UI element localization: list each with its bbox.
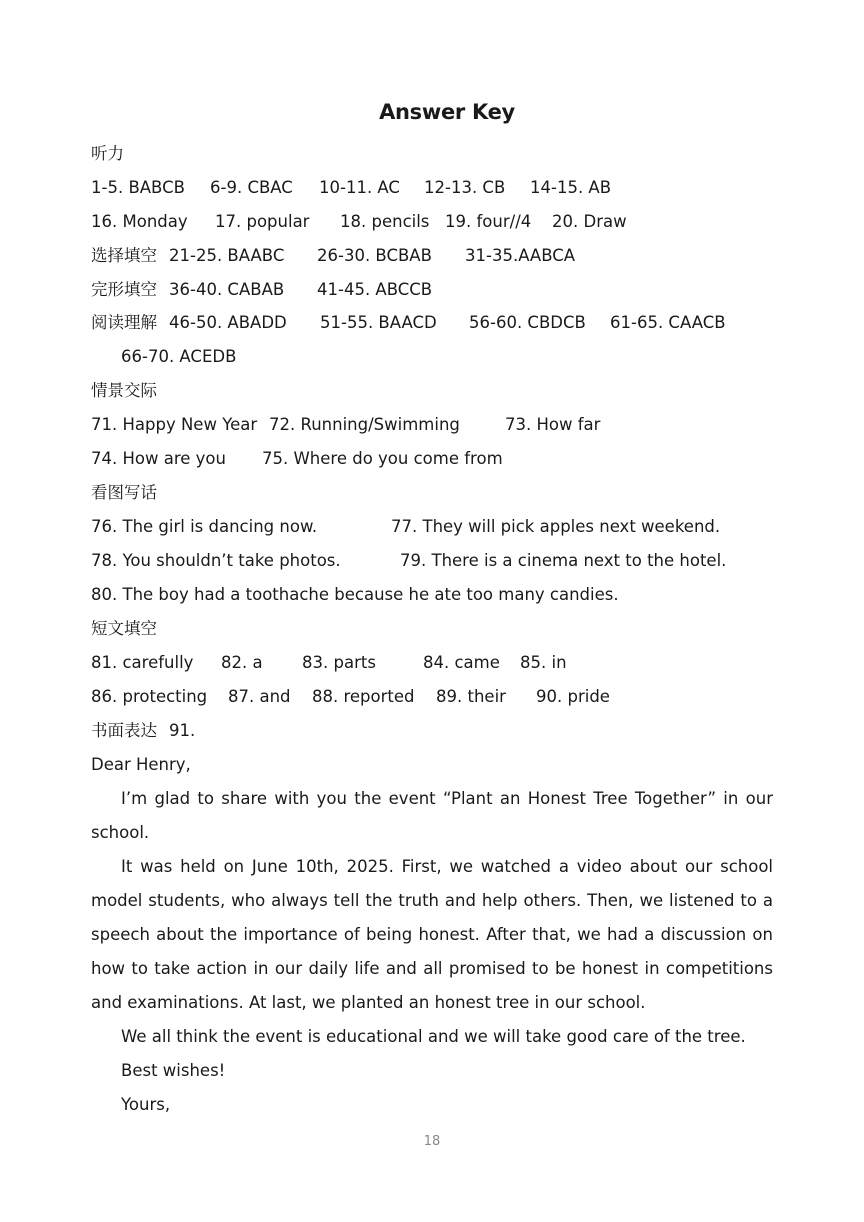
answer-item: 77. They will pick apples next weekend.	[391, 517, 721, 536]
answer-item: 71. Happy New Year	[91, 415, 258, 434]
section-heading-writing: 书面表达	[91, 721, 157, 740]
answer-item: 46-50. ABADD	[169, 313, 287, 332]
answer-item: 76. The girl is dancing now.	[91, 517, 318, 536]
answer-item: 31-35.AABCA	[465, 246, 576, 265]
page-title: Answer Key	[379, 100, 515, 124]
answer-item: 79. There is a cinema next to the hotel.	[400, 551, 727, 570]
letter-greeting: Dear Henry,	[91, 755, 191, 774]
answer-item: 75. Where do you come from	[262, 449, 503, 468]
letter-paragraph-2: It was held on June 10th, 2025. First, we watched a video about our school model students, who always tell the truth and help others. Then, we listened to a speech about the importance of being honest. After that, we had a discussion on how to take action in our daily life and all promised to be honest in competitions and examinations. At last, we planted an honest tree in our school.	[91, 857, 773, 1012]
section-heading-listening: 听力	[91, 144, 124, 163]
answer-item: 83. parts	[302, 653, 376, 672]
letter-paragraph-3: We all think the event is educational and we will take good care of the tree.	[121, 1027, 746, 1046]
answer-item: 16. Monday	[91, 212, 188, 231]
answer-item: 72. Running/Swimming	[269, 415, 460, 434]
answer-item: 26-30. BCBAB	[317, 246, 432, 265]
answer-item: 56-60. CBDCB	[469, 313, 586, 332]
picture-row-3: 80. The boy had a toothache because he ate too many candies.	[91, 585, 619, 604]
answer-item: 81. carefully	[91, 653, 194, 672]
answer-item: 74. How are you	[91, 449, 226, 468]
page-number: 18	[423, 1134, 441, 1149]
answer-item: 61-65. CAACB	[610, 313, 726, 332]
answer-item: 78. You shouldn’t take photos.	[91, 551, 341, 570]
letter-closing: Best wishes!	[121, 1061, 226, 1080]
answer-item: 14-15. AB	[530, 178, 612, 197]
section-heading-dialogue: 情景交际	[91, 381, 157, 400]
answer-item: 10-11. AC	[319, 178, 400, 197]
answer-item: 19. four//4	[445, 212, 532, 231]
answer-item: 36-40. CABAB	[169, 280, 285, 299]
answer-item: 88. reported	[312, 687, 415, 706]
writing-number: 91.	[169, 721, 196, 740]
answer-item: 89. their	[436, 687, 506, 706]
letter-paragraph-1: I’m glad to share with you the event “Plant an Honest Tree Together” in our school.	[91, 789, 773, 842]
answer-item: 1-5. BABCB	[91, 178, 185, 197]
answer-item: 6-9. CBAC	[210, 178, 293, 197]
section-heading-passage: 短文填空	[91, 619, 157, 638]
reading-continuation: 66-70. ACEDB	[121, 347, 237, 366]
section-heading-choice: 选择填空	[91, 246, 157, 265]
answer-item: 86. protecting	[91, 687, 208, 706]
answer-item: 12-13. CB	[424, 178, 506, 197]
answer-item: 20. Draw	[552, 212, 627, 231]
answer-item: 87. and	[228, 687, 291, 706]
answer-item: 84. came	[423, 653, 500, 672]
answer-item: 21-25. BAABC	[169, 246, 285, 265]
answer-item: 73. How far	[505, 415, 601, 434]
section-heading-cloze: 完形填空	[91, 280, 157, 299]
answer-item: 41-45. ABCCB	[317, 280, 433, 299]
answer-item: 90. pride	[536, 687, 610, 706]
section-heading-picture: 看图写话	[91, 483, 157, 502]
section-heading-reading: 阅读理解	[91, 313, 157, 332]
answer-item: 82. a	[221, 653, 263, 672]
answer-item: 17. popular	[215, 212, 310, 231]
letter-signoff: Yours,	[121, 1095, 171, 1114]
answer-item: 18. pencils	[340, 212, 430, 231]
answer-item: 51-55. BAACD	[320, 313, 437, 332]
answer-item: 85. in	[520, 653, 567, 672]
